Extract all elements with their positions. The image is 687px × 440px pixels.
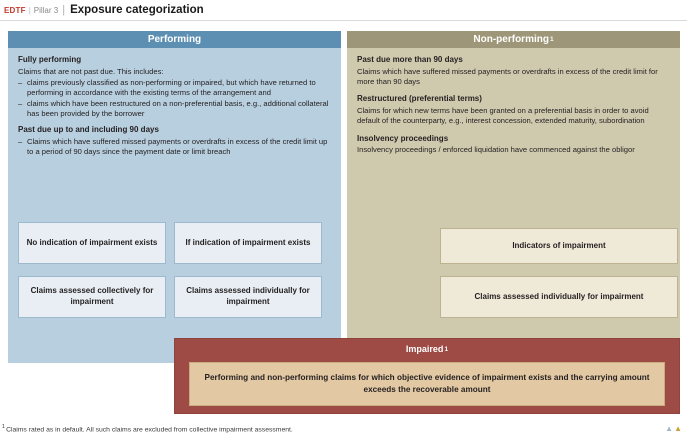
box-no-indication-of-impairment: No indication of impairment exists	[18, 222, 166, 264]
box-claims-assessed-individually-performing: Claims assessed individually for impairment	[174, 276, 322, 318]
footnote-marker: 1	[549, 36, 554, 43]
impaired-heading	[175, 339, 679, 359]
list-item: – claims which have been restructured on a non-preferential basis, e.g., additional collateral has been provided by the borrower	[18, 99, 331, 120]
box-indicators-of-impairment: Indicators of impairment	[440, 228, 678, 264]
page-title: Exposure categorization	[70, 4, 204, 16]
nonperforming-column-heading-label: Non-performing	[473, 34, 549, 45]
header-divider: |	[62, 4, 66, 16]
block-bullet-list	[18, 78, 331, 119]
performing-block-past-due-90	[18, 125, 331, 157]
footnote-marker: 1	[444, 345, 449, 353]
impaired-heading-label: Impaired	[405, 344, 444, 354]
impaired-band	[174, 338, 680, 414]
nonperforming-column-heading	[347, 31, 680, 48]
nonperforming-block-past-due-90	[357, 55, 670, 87]
header-rule	[0, 20, 687, 21]
list-item: – claims previously classified as non-performing or impaired, but which have returned to performing in accordance with the existing terms of the arrangement and	[18, 78, 331, 99]
nonperforming-block-restructured	[357, 94, 670, 126]
block-text: Claims which have suffered missed payments or overdrafts in excess of the credit limit for more than 90 days	[357, 66, 658, 87]
nonperforming-indicators-row	[440, 228, 678, 264]
performing-column-heading	[8, 31, 341, 48]
performing-block-fully-performing	[18, 55, 331, 119]
box-if-indication-of-impairment: If indication of impairment exists	[174, 222, 322, 264]
block-text: Claims for which new terms have been granted on a preferential basis in order to avoid default of the counterparty, e.g., interest concession, extended maturity, subordination	[357, 106, 649, 126]
corner-mark-left: ▲	[665, 424, 675, 433]
box-claims-assessed-individually-nonperforming: Claims assessed individually for impairment	[440, 276, 678, 318]
block-title: Insolvency proceedings	[357, 133, 449, 143]
corner-marks	[665, 424, 683, 433]
performing-impairment-indication-row	[18, 222, 322, 264]
nonperforming-assessment-row	[440, 276, 678, 318]
pillar-label: Pillar 3	[33, 5, 59, 15]
footnote	[2, 424, 293, 433]
nonperforming-column-body	[347, 48, 680, 156]
block-text: Claims that are not past due. This includes:	[18, 66, 164, 76]
list-item: – Claims which have suffered missed payments or overdrafts in excess of the credit limit up to a period of 90 days since the payment date or limit breach	[18, 137, 331, 158]
footnote-marker: 1	[2, 424, 6, 430]
brand-label: EDTF	[4, 5, 26, 15]
header-separator: |	[28, 5, 31, 15]
page-header	[0, 0, 687, 20]
performing-assessment-row	[18, 276, 322, 318]
performing-column-body	[8, 48, 341, 157]
block-title: Fully performing	[18, 55, 82, 64]
impaired-statement-box: Performing and non-performing claims for which objective evidence of impairment exists and the carrying amount exceeds the recoverable amount	[189, 362, 665, 406]
block-title: Past due more than 90 days	[357, 55, 463, 64]
performing-column-heading-label: Performing	[147, 34, 202, 45]
block-bullet-list	[18, 137, 331, 158]
block-text: Insolvency proceedings / enforced liquidation have commenced against the obligor	[357, 145, 635, 155]
corner-mark-right: ▲	[674, 424, 683, 433]
nonperforming-block-insolvency	[357, 134, 670, 156]
box-claims-assessed-collectively: Claims assessed collectively for impairment	[18, 276, 166, 318]
block-title: Past due up to and including 90 days	[18, 125, 159, 135]
footnote-text: Claims rated as in default. All such claims are excluded from collective impairment assessment.	[6, 426, 293, 434]
block-title: Restructured (preferential terms)	[357, 94, 482, 104]
